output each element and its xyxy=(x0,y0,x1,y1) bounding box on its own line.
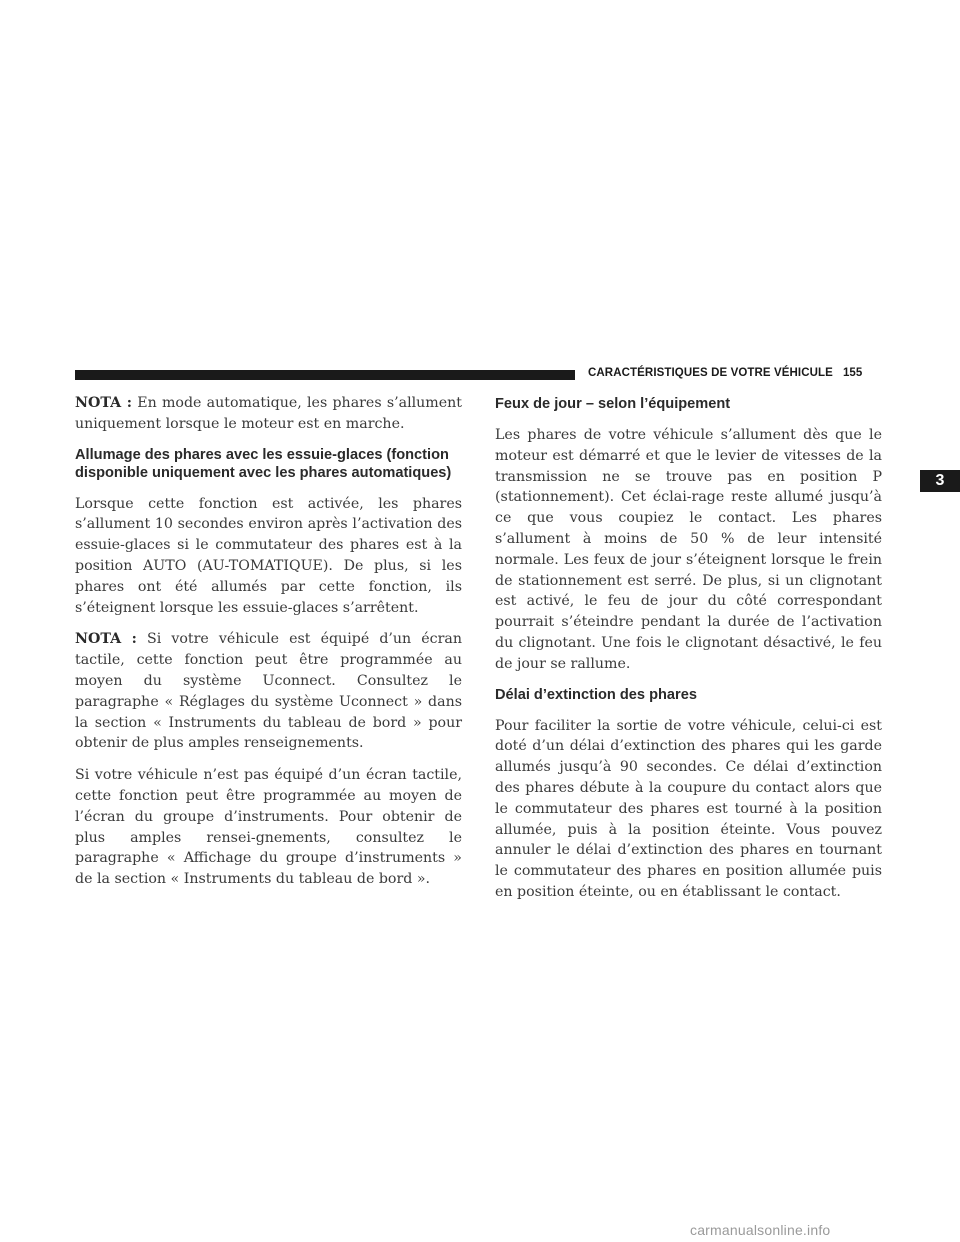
body-paragraph: Pour faciliter la sortie de votre véhicule, celui-ci est doté d’un délai d’extinction des phares qui les garde allumés jusqu’à 90 secondes. Ce délai d’extinction des phares débute à la coupure du contact alors que le commutateur des phares est tourné à la position allumée, puis à la position éteinte. Vous pouvez annuler le délai d’extinction des phares en tournant le commutateur des phares en position allumée puis en position éteinte, ou en établissant le contact. xyxy=(495,717,882,900)
nota-text: En mode automatique, les phares s’allument uniquement lorsque le moteur est en marche. xyxy=(75,395,462,432)
body-paragraph: Les phares de votre véhicule s’allument dès que le moteur est démarré et que le levier de vitesses de la transmission ne se trouve pas en position P (stationnement). Cet éclai-rage reste allumé jusqu’à ce que vous coupiez le contact. Les phares s’allument à moins de 50 % de leur intensité normale. Les feux de jour s’éteignent lorsque le frein de stationnement est serré. De plus, si un clignotant est activé, le feu de jour du côté correspondant pourrait s’éteindre pendant la durée de l’activation du clignotant. Une fois le clignotant désactivé, le feu de jour se rallume. xyxy=(495,427,882,672)
watermark-text: carmanualsonline.info xyxy=(690,1222,831,1238)
nota-label: NOTA : xyxy=(75,395,133,411)
nota-label: NOTA : xyxy=(75,631,137,648)
section-heading: Feux de jour – selon l’équipement xyxy=(495,396,731,412)
page-number: 155 xyxy=(842,367,863,379)
nota-paragraph xyxy=(75,393,462,435)
body-paragraph: Lorsque cette fonction est activée, les phares s’allument 10 secondes environ après l’activation des essuie-glaces si le commutateur des phares est à la position AUTO (AU-TOMATIQUE). De plus, si les phares ont été allumés par cette fonction, ils s’éteignent lorsque les essuie-glaces s’arrêtent. xyxy=(75,495,462,616)
nota-paragraph xyxy=(75,629,462,754)
section-heading: Allumage des phares avec les essuie-glaces (fonction disponible uniquement avec les phares automatiques) xyxy=(75,446,452,481)
section-title: CARACTÉRISTIQUES DE VOTRE VÉHICULE xyxy=(588,367,833,379)
right-column xyxy=(495,393,882,914)
header-rule xyxy=(75,370,575,380)
nota-text: Si votre véhicule est équipé d’un écran tactile, cette fonction peut être programmée au moyen du système Uconnect. Consultez le paragraphe « Réglages du système Uconnect » dans la section « Instruments du tableau de bord » pour obtenir de plus amples renseignements. xyxy=(75,631,463,752)
page-header xyxy=(588,367,862,379)
left-column xyxy=(75,393,462,901)
section-heading: Délai d’extinction des phares xyxy=(495,686,697,703)
body-paragraph: Si votre véhicule n’est pas équipé d’un écran tactile, cette fonction peut être programmée au moyen de l’écran du groupe d’instruments. Pour obtenir de plus amples rensei-gnements, consultez le paragraphe « Affichage du groupe d’instruments » de la section « Instruments du tableau de bord ». xyxy=(75,767,462,888)
chapter-tab: 3 xyxy=(920,470,960,492)
